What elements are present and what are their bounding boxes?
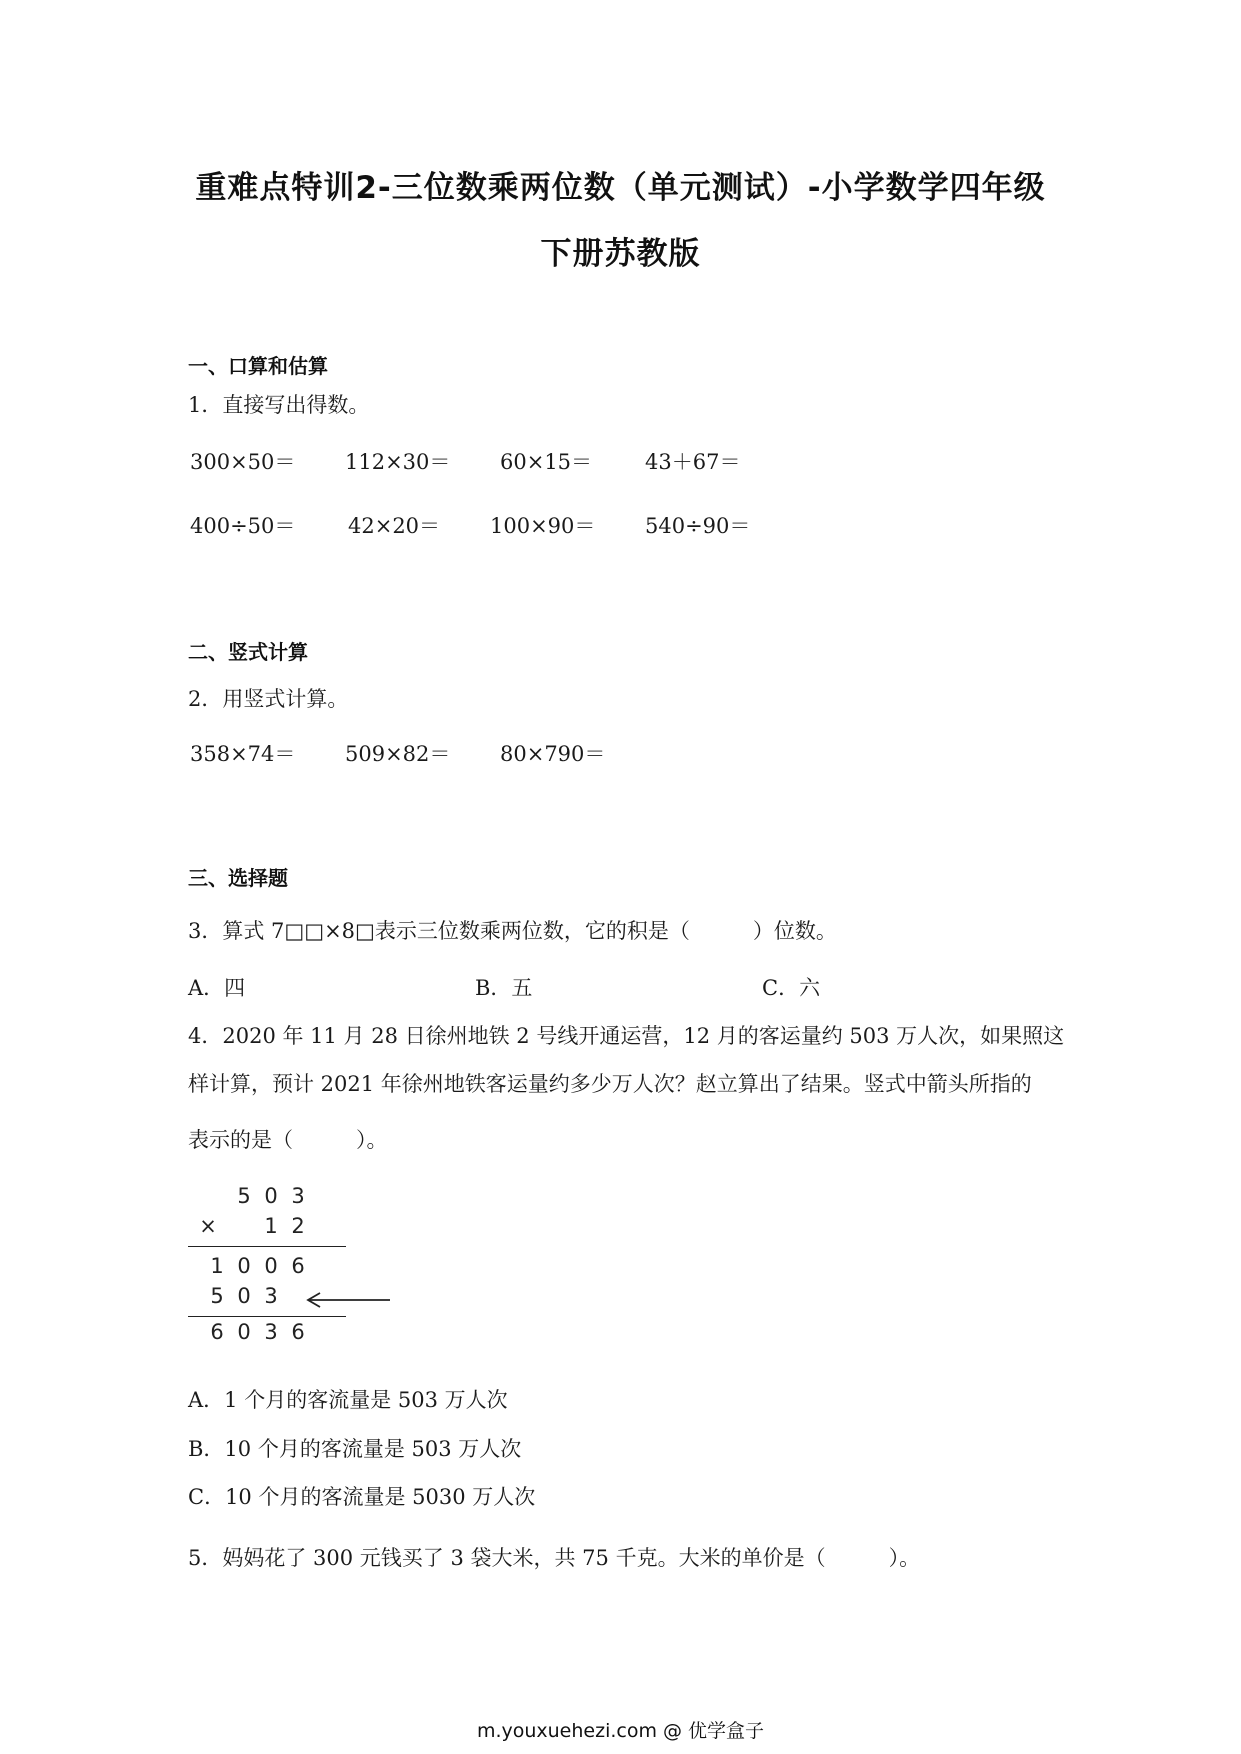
- multiplier-digit: 1: [264, 1214, 278, 1238]
- q1-expr: 300×50＝: [190, 450, 296, 474]
- result-digit: 0: [237, 1320, 251, 1344]
- q2-expr: 358×74＝: [190, 742, 296, 766]
- multiplicand-digit: 0: [264, 1184, 278, 1208]
- question-5-stem: 5．妈妈花了 300 元钱买了 3 袋大米，共 75 千克。大米的单价是（ ）。: [188, 1546, 921, 1570]
- q1-expr: 60×15＝: [500, 450, 593, 474]
- partial1-digit: 0: [264, 1254, 278, 1278]
- q3-option-b[interactable]: B．五: [475, 976, 533, 1000]
- q4-option-c[interactable]: C．10 个月的客流量是 5030 万人次: [188, 1485, 536, 1509]
- partial2-digit: 3: [264, 1284, 278, 1308]
- q1-expr: 112×30＝: [345, 450, 451, 474]
- q3-option-a[interactable]: A．四: [188, 976, 246, 1000]
- question-4-line1: 4．2020 年 11 月 28 日徐州地铁 2 号线开通运营，12 月的客运量约 503 万人次，如果照这: [188, 1024, 1065, 1048]
- q4-option-b[interactable]: B．10 个月的客流量是 503 万人次: [188, 1437, 522, 1461]
- result-digit: 3: [264, 1320, 278, 1344]
- q1-expr: 43＋67＝: [645, 450, 741, 474]
- left-arrow-icon: [304, 1290, 394, 1310]
- q1-expr: 540÷90＝: [645, 514, 751, 538]
- vertical-multiplication-figure: [188, 1180, 428, 1350]
- question-3-stem: 3．算式 7□□×8□表示三位数乘两位数，它的积是（ ）位数。: [188, 919, 837, 943]
- question-4-line2: 样计算，预计 2021 年徐州地铁客运量约多少万人次？赵立算出了结果。竖式中箭头所指的: [188, 1072, 1032, 1096]
- q1-expr: 42×20＝: [348, 514, 441, 538]
- q4-option-a[interactable]: A．1 个月的客流量是 503 万人次: [188, 1388, 508, 1412]
- partial1-digit: 0: [237, 1254, 251, 1278]
- q3-option-c[interactable]: C．六: [762, 976, 821, 1000]
- rule-line-1: [188, 1246, 346, 1247]
- page-title-line1: 重难点特训2-三位数乘两位数（单元测试）-小学数学四年级: [195, 170, 1046, 206]
- section-heading-choice: 三、选择题: [188, 866, 288, 890]
- q2-expr: 80×790＝: [500, 742, 606, 766]
- footer-watermark: m.youxuehezi.com @ 优学盒子: [476, 1720, 765, 1742]
- question-4-line3: 表示的是（ ）。: [188, 1128, 388, 1152]
- q1-expr: 400÷50＝: [190, 514, 296, 538]
- q1-expr: 100×90＝: [490, 514, 596, 538]
- page-title-line2: 下册苏教版: [540, 236, 701, 272]
- rule-line-2: [188, 1316, 346, 1317]
- result-digit: 6: [291, 1320, 305, 1344]
- multiply-sign: ×: [199, 1214, 217, 1238]
- multiplier-digit: 2: [291, 1214, 305, 1238]
- q2-expr: 509×82＝: [345, 742, 451, 766]
- multiplicand-digit: 5: [237, 1184, 251, 1208]
- section-heading-vertical: 二、竖式计算: [188, 640, 308, 664]
- question-1-stem: 1．直接写出得数。: [188, 393, 370, 417]
- partial1-digit: 6: [291, 1254, 305, 1278]
- question-2-stem: 2．用竖式计算。: [188, 687, 349, 711]
- partial2-digit: 5: [210, 1284, 224, 1308]
- partial2-digit: 0: [237, 1284, 251, 1308]
- multiplicand-digit: 3: [291, 1184, 305, 1208]
- partial1-digit: 1: [210, 1254, 224, 1278]
- result-digit: 6: [210, 1320, 224, 1344]
- section-heading-oral: 一、口算和估算: [188, 354, 328, 378]
